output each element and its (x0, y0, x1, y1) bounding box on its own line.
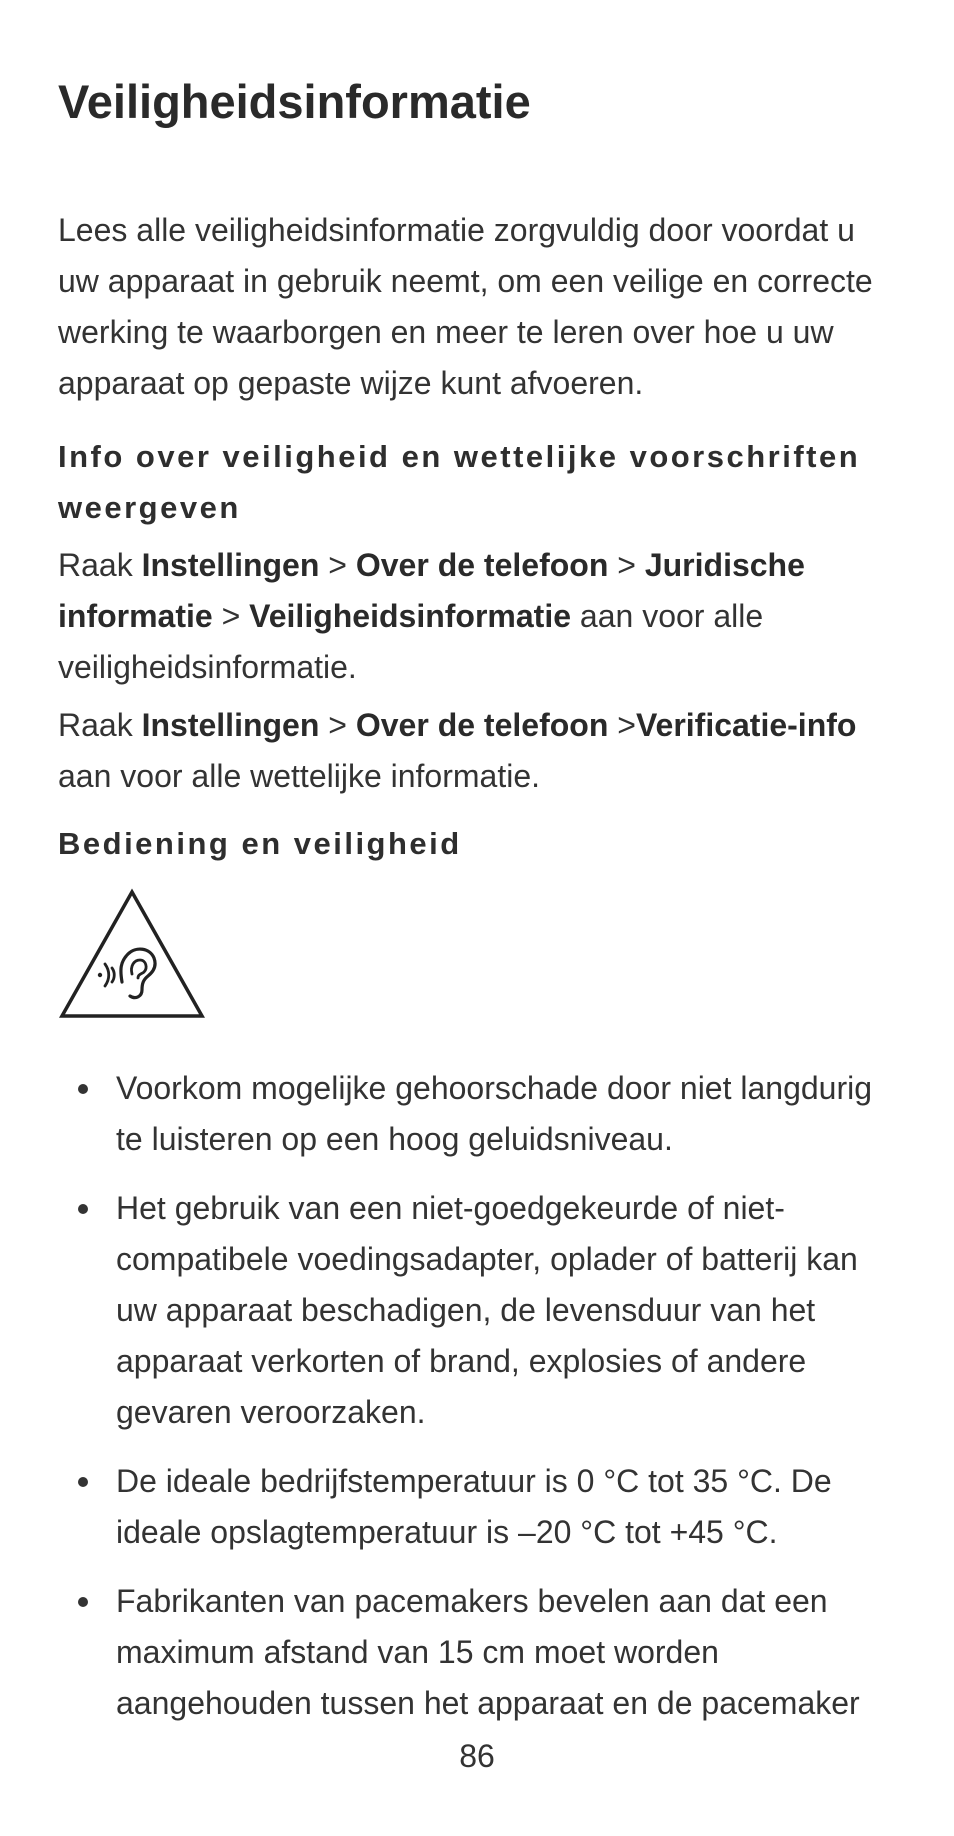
list-item (58, 1576, 888, 1729)
instruction-text: Raak (58, 547, 142, 583)
list-item (58, 1063, 888, 1165)
menu-path-legal-info: Juridische informatie (58, 547, 805, 634)
hearing-warning-icon (58, 888, 206, 1020)
section-heading-regulatory: Info over veiligheid en wettelijke voorschriften weergeven (58, 439, 861, 525)
instruction-safety-info (58, 540, 888, 693)
list-item-text: Het gebruik van een niet-goedgekeurde of niet-compatibele voedingsadapter, oplader of batterij kan uw apparaat beschadigen, de levensduur van het apparaat verkorten of brand, explosies of andere gevaren veroorzaken. (116, 1190, 858, 1430)
instruction-text: aan voor alle wettelijke informatie. (58, 758, 541, 794)
menu-path-settings: Instellingen (141, 547, 320, 583)
instruction-text: Raak (58, 707, 142, 743)
instruction-regulatory-info (58, 700, 888, 802)
menu-path-about-phone: Over de telefoon (355, 547, 609, 583)
page-title: Veiligheidsinformatie (58, 75, 531, 128)
bullet-dot (78, 1084, 88, 1094)
path-separator: > (212, 598, 250, 634)
page-number: 86 (459, 1738, 495, 1774)
section-heading-operation-safety: Bediening en veiligheid (58, 826, 462, 861)
intro-paragraph: Lees alle veiligheidsinformatie zorgvuldig door voordat u uw apparaat in gebruik neemt, om een veilige en correcte werking te waarborgen en meer te leren over hoe u uw apparaat op gepaste wijze kunt afvoeren. (58, 212, 873, 401)
menu-path-settings: Instellingen (141, 707, 320, 743)
menu-path-verification-info: Verificatie-info (635, 707, 857, 743)
list-item-text: Fabrikanten van pacemakers bevelen aan dat een maximum afstand van 15 cm moet worden aangehouden tussen het apparaat en de pacemaker (116, 1583, 860, 1721)
path-separator: > (608, 707, 636, 743)
list-item-text: De ideale bedrijfstemperatuur is 0 °C tot 35 °C. De ideale opslagtemperatuur is –20 °C tot +45 °C. (116, 1463, 832, 1550)
list-item (58, 1456, 888, 1558)
bullet-dot (78, 1597, 88, 1607)
path-separator: > (608, 547, 645, 583)
bullet-dot (78, 1477, 88, 1487)
list-item-text: Voorkom mogelijke gehoorschade door niet langdurig te luisteren op een hoog geluidsniveau. (116, 1070, 873, 1157)
safety-bullet-list (58, 1063, 888, 1747)
menu-path-safety-info: Veiligheidsinformatie (249, 598, 572, 634)
path-separator: > (319, 547, 356, 583)
bullet-dot (78, 1204, 88, 1214)
instruction-text: aan voor alle veiligheidsinformatie. (58, 598, 764, 685)
list-item (58, 1183, 888, 1438)
menu-path-about-phone: Over de telefoon (355, 707, 609, 743)
path-separator: > (319, 707, 356, 743)
